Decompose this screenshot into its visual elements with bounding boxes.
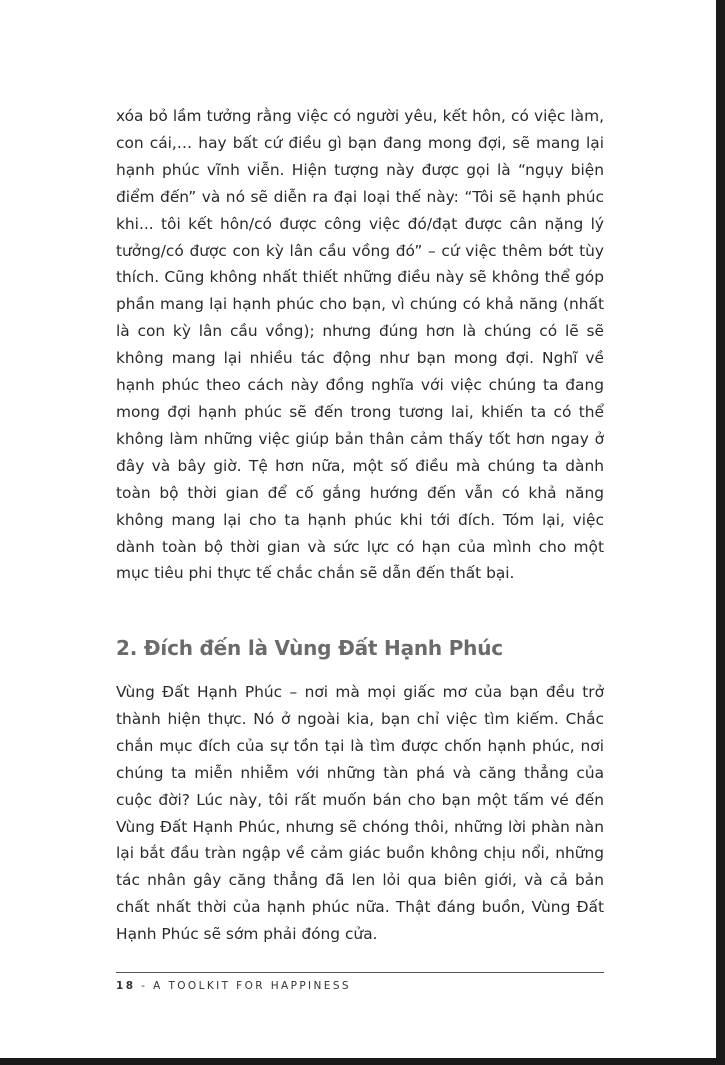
footer-separator: -: [141, 980, 148, 992]
footer-divider: [116, 972, 604, 973]
section-heading: 2. Đích đến là Vùng Đất Hạnh Phúc: [116, 636, 503, 660]
page-footer: [116, 980, 351, 992]
body-paragraph-1: xóa bỏ lầm tưởng rằng việc có người yêu, kết hôn, có việc làm, con cái,… hay bất cứ điều gì bạn đang mong đợi, sẽ mang lại hạnh phúc vĩnh viễn. Hiện tượng này được gọi là “ngụy biện điểm đến” và nó sẽ diễn ra đại loại thế này: “Tôi sẽ hạnh phúc khi... tôi kết hôn/có được công việc đó/đạt được cân nặng lý tưởng/có được con kỳ lân cầu vồng đó” – cứ việc thêm bớt tùy thích. Cũng không nhất thiết những điều này sẽ không thể góp phần mang lại hạnh phúc cho bạn, vì chúng có khả năng (nhất là con kỳ lân cầu vồng); nhưng đúng hơn là chúng có lẽ sẽ không mang lại nhiều tác động như bạn mong đợi. Nghĩ về hạnh phúc theo cách này đồng nghĩa với việc chúng ta đang mong đợi hạnh phúc sẽ đến trong tương lai, khiến ta có thể không làm những việc giúp bản thân cảm thấy tốt hơn ngay ở đây và bây giờ. Tệ hơn nữa, một số điều mà chúng ta dành toàn bộ thời gian để cố gắng hướng đến vẫn có khả năng không mang lại cho ta hạnh phúc khi tới đích. Tóm lại, việc dành toàn bộ thời gian và sức lực có hạn của mình cho một mục tiêu phi thực tế chắc chắn sẽ dẫn đến thất bại.: [116, 107, 604, 583]
body-paragraph-2: Vùng Đất Hạnh Phúc – nơi mà mọi giấc mơ của bạn đều trở thành hiện thực. Nó ở ngoài kia, bạn chỉ việc tìm kiếm. Chắc chắn mục đích của sự tồn tại là tìm được chốn hạnh phúc, nơi chúng ta miễn nhiễm với những tàn phá và căng thẳng của cuộc đời? Lúc này, tôi rất muốn bán cho bạn một tấm vé đến Vùng Đất Hạnh Phúc, nhưng sẽ chóng thôi, những lời phàn nàn lại bắt đầu tràn ngập về cảm giác buồn không chịu nổi, những tác nhân gây căng thẳng đã len lỏi qua biên giới, và cả bản chất nhất thời của hạnh phúc nữa. Thật đáng buồn, Vùng Đất Hạnh Phúc sẽ sớm phải đóng cửa.: [116, 683, 604, 944]
page-number: 18: [116, 980, 136, 992]
running-title: A TOOLKIT FOR HAPPINESS: [153, 980, 351, 992]
